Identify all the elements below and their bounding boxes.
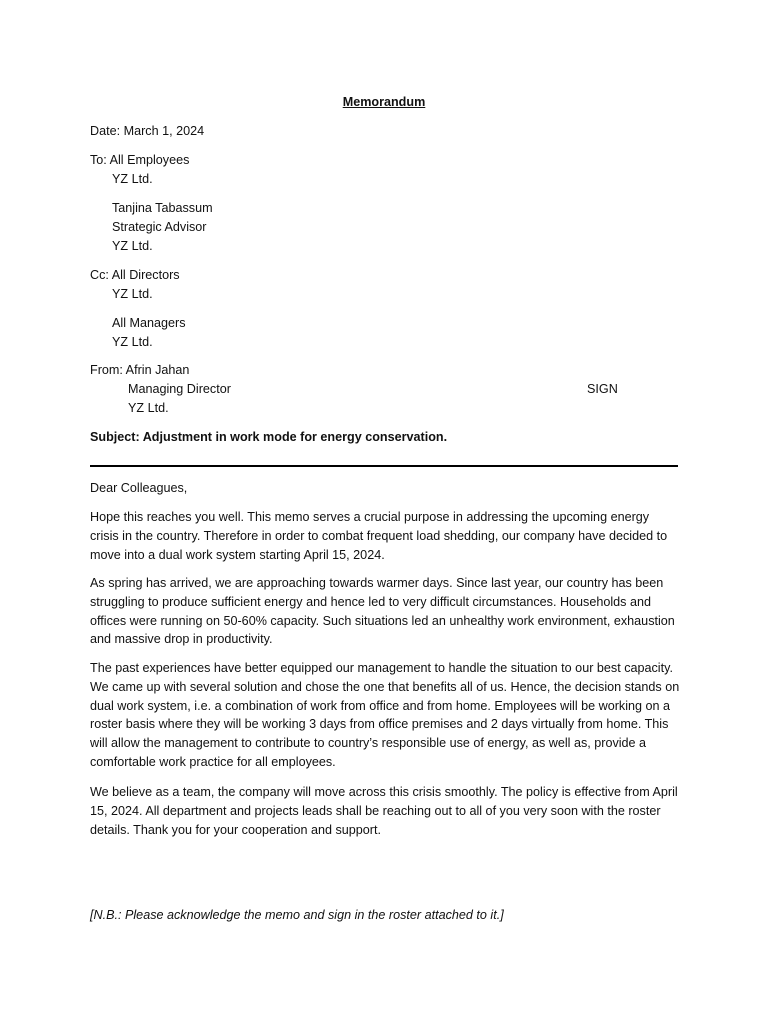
cc-group: All Managers [112,316,186,330]
footnote: [N.B.: Please acknowledge the memo and sign in the roster attached to it.] [90,908,504,922]
to-line: To: All Employees [90,153,190,167]
body-paragraph-2: As spring has arrived, we are approaching towards warmer days. Since last year, our country has been struggling to produce sufficient energy and hence led to very difficult circumstances. Households and offices were running on 50-60% capacity. Such situations led an unhealthy work environment, exhaustion and massive drop in productivity. [90,576,675,647]
to-person-name: Tanjina Tabassum [112,201,213,215]
body-paragraph-3: The past experiences have better equipped our management to handle the situation to our best capacity. We came up with several solution and chose the one that benefits all of us. Hence, the decision stands on dual work system, i.e. a combination of work from office and from home. Employees will be working on a roster basis where they will be working 3 days from office premises and 2 days virtually from home. This will allow the management to contribute to country’s responsible use of energy, as well as, provide a comfortable work practice for all employees. [90,661,680,769]
sign-label: SIGN [587,382,618,396]
subject-line: Subject: Adjustment in work mode for energy conservation. [90,430,448,444]
divider-rule [90,465,678,467]
to-person-company: YZ Ltd. [112,239,153,253]
cc-line: Cc: All Directors [90,268,180,282]
from-company: YZ Ltd. [128,401,169,415]
from-title: Managing Director [128,382,231,396]
cc-company: YZ Ltd. [112,287,153,301]
to-person-title: Strategic Advisor [112,220,207,234]
body-paragraph-4: We believe as a team, the company will move across this crisis smoothly. The policy is effective from April 15, 2024. All department and projects leads shall be reaching out to all of you very soon with the roster details. Thank you for your cooperation and support. [90,785,678,837]
to-company: YZ Ltd. [112,172,153,186]
cc-group-company: YZ Ltd. [112,335,153,349]
date-line: Date: March 1, 2024 [90,124,205,138]
memo-title: Memorandum [342,95,426,109]
from-line: From: Afrin Jahan [90,363,190,377]
greeting: Dear Colleagues, [90,481,188,495]
body-paragraph-1: Hope this reaches you well. This memo serves a crucial purpose in addressing the upcoming energy crisis in the country. Therefore in order to combat frequent load shedding, our company have decided to move into a dual work system starting April 15, 2024. [90,510,668,562]
